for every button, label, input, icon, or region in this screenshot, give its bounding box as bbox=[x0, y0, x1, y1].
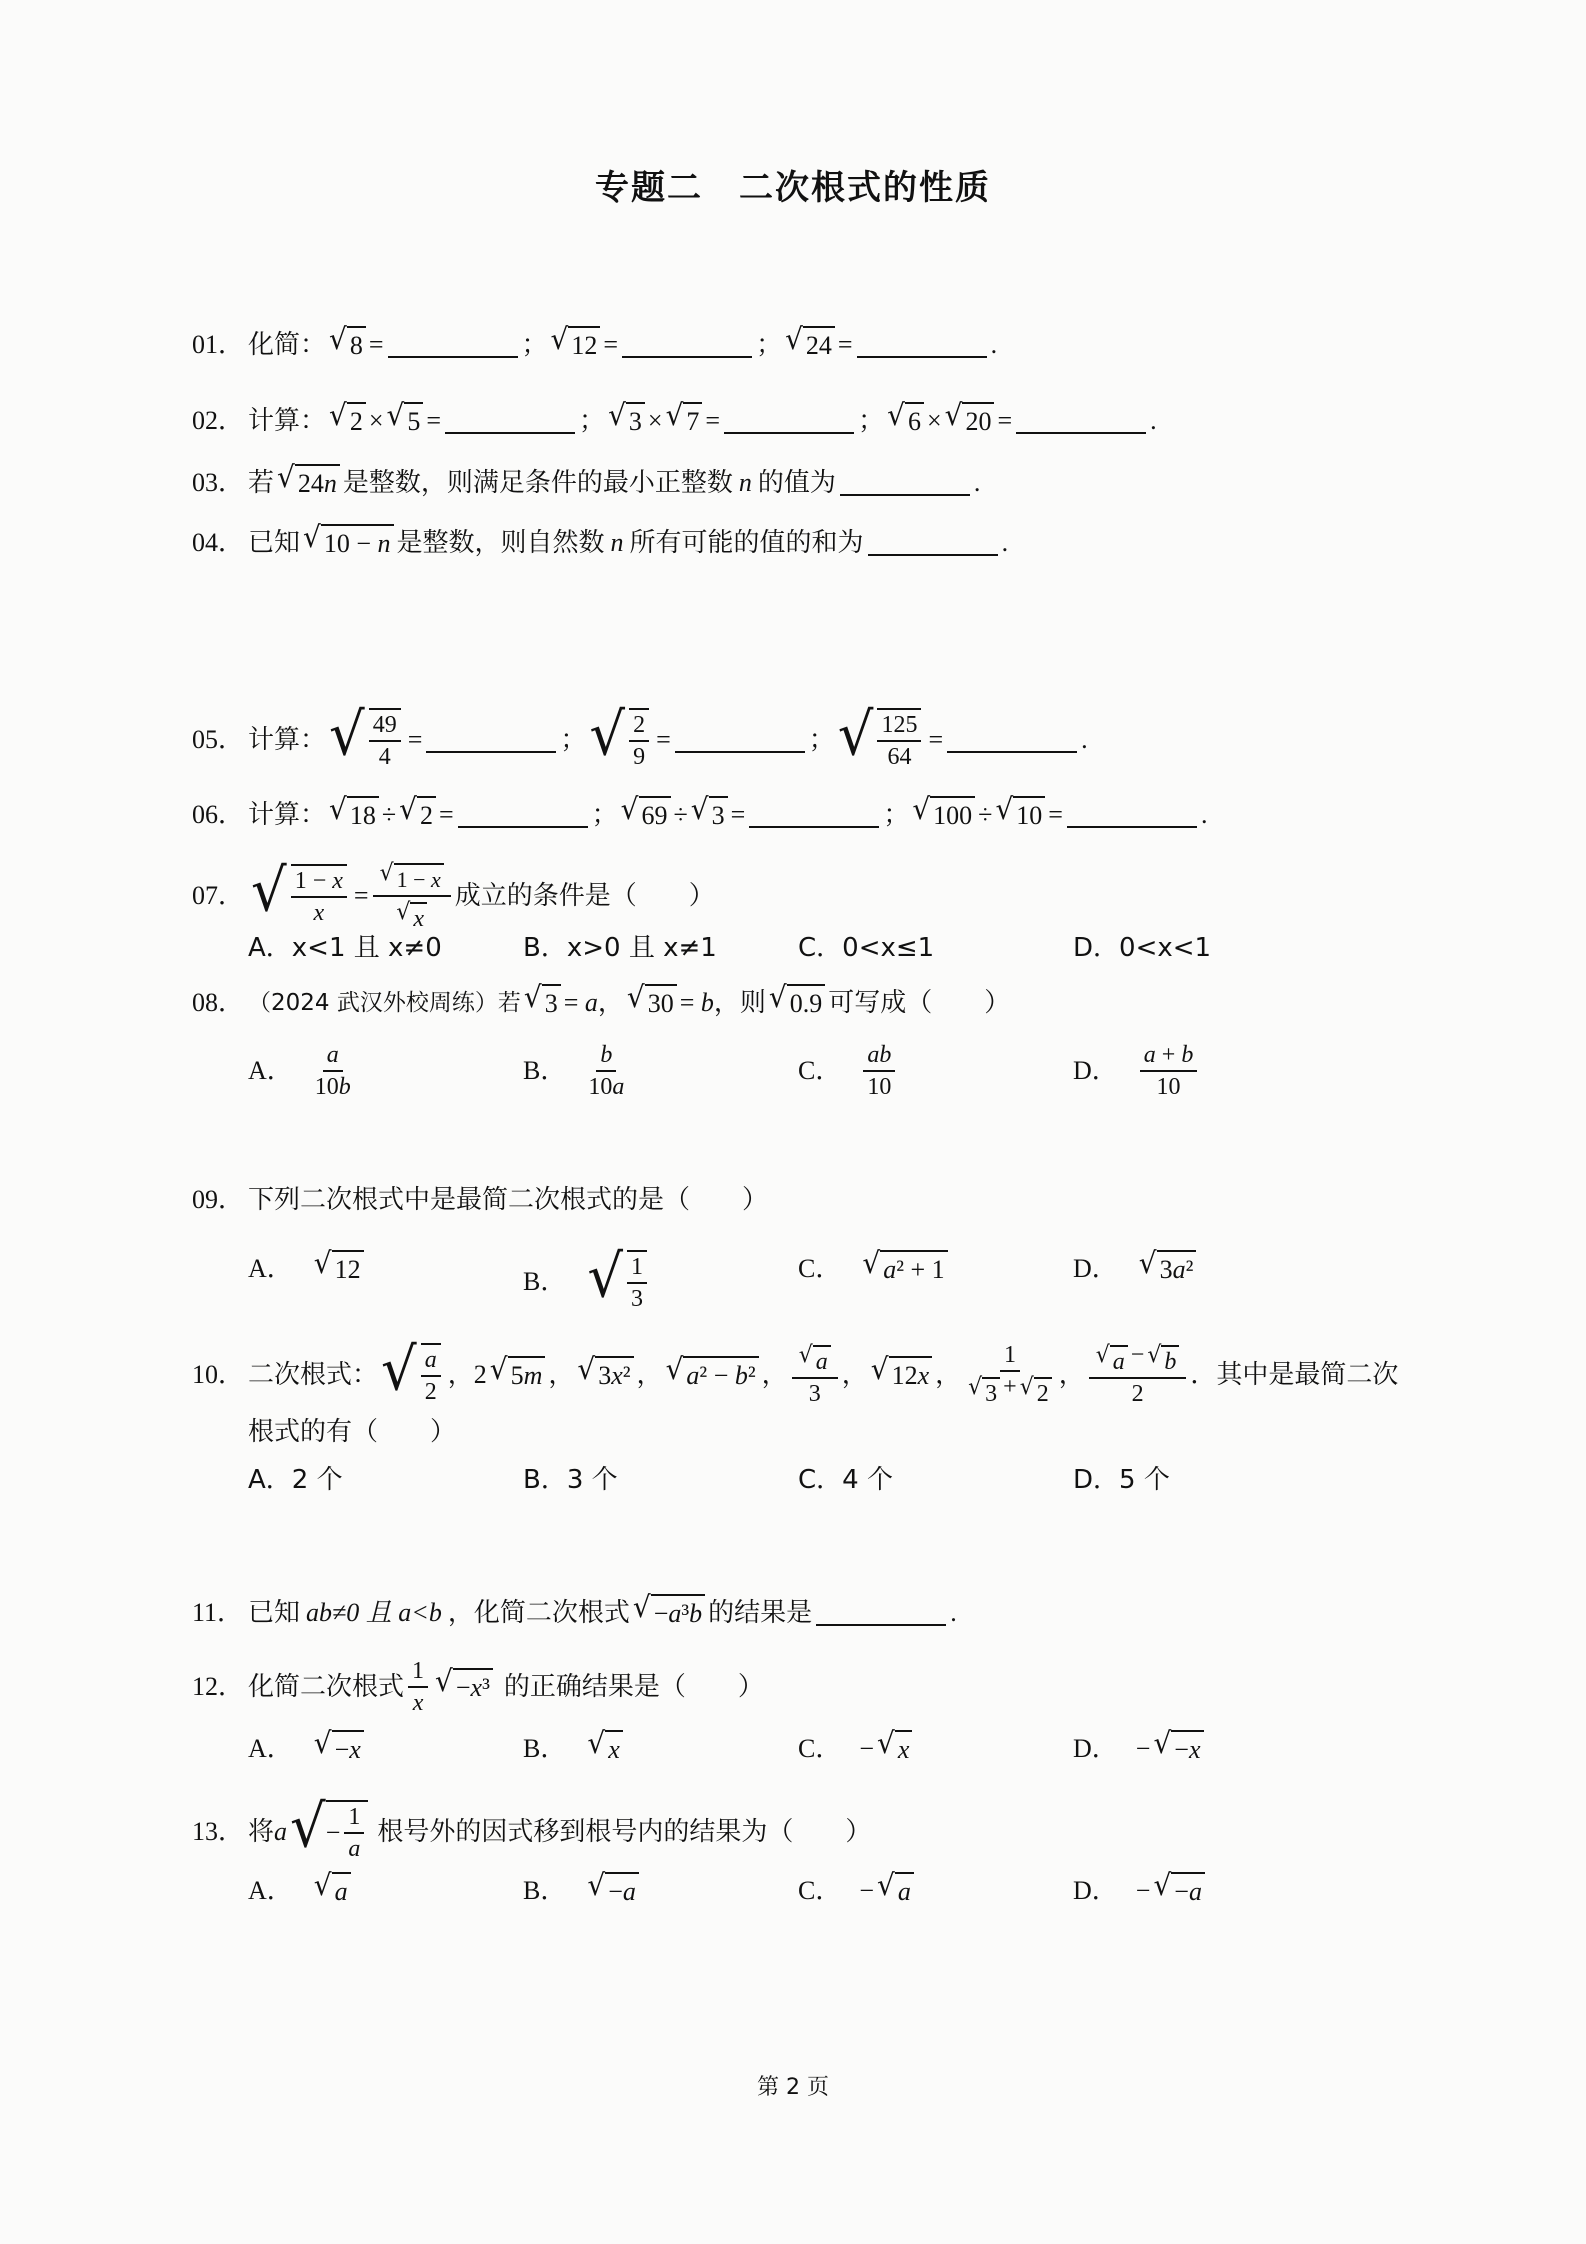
question-number: 06． bbox=[192, 800, 245, 829]
option-b[interactable]: B． √ −a bbox=[523, 1872, 642, 1910]
answer-blank[interactable] bbox=[840, 470, 970, 496]
question-number: 07． bbox=[192, 881, 245, 910]
answer-blank[interactable] bbox=[724, 408, 854, 434]
option-a[interactable]: A．x<1 且 x≠0 bbox=[248, 933, 442, 963]
answer-blank[interactable] bbox=[1067, 802, 1197, 828]
option-d[interactable]: D． √ 3a² bbox=[1073, 1250, 1199, 1288]
question-02: 02． 计算： √ 2 × √ 5 = ； √ 3 × √ 7 = ； √ 6 × √ 20 = . bbox=[192, 402, 1157, 440]
option-c[interactable]: C． $\frac{ab}{10}$ bbox=[798, 1040, 899, 1102]
question-08: 08． （2024 武汉外校周练）若 √ 3 = a ， √ 30 = b ，则 √ 0.9 可写成（ ） bbox=[192, 984, 1010, 1022]
answer-blank[interactable] bbox=[857, 332, 987, 358]
question-07: 07． √ $\frac{1 - x}{x}$ = √ 1 − x √ x 成立的条件是（ ） bbox=[192, 857, 715, 932]
option-c[interactable]: C．4 个 bbox=[798, 1465, 893, 1495]
page-footer: 第 2 页 bbox=[757, 2075, 829, 2100]
option-a[interactable]: A． √ a bbox=[248, 1872, 354, 1910]
question-03: 03． 若 √ 24n 是整数，则满足条件的最小正整数 n 的值为 . bbox=[192, 464, 980, 502]
option-a[interactable]: A． √ 12 bbox=[248, 1250, 367, 1288]
option-c[interactable]: C． − √ x bbox=[798, 1730, 915, 1768]
question-number: 03． bbox=[192, 468, 245, 497]
answer-blank[interactable] bbox=[947, 727, 1077, 753]
question-number: 05． bbox=[192, 725, 245, 754]
sqrt-expression: √ 12 bbox=[551, 326, 601, 364]
option-d[interactable]: D． − √ −x bbox=[1073, 1730, 1207, 1768]
option-d[interactable]: D． − √ −a bbox=[1073, 1872, 1208, 1910]
option-a[interactable]: A． $\frac{a}{10b}$ bbox=[248, 1042, 351, 1100]
option-c[interactable]: C．0<x≤1 bbox=[798, 933, 935, 963]
option-b[interactable]: B． $\frac{b}{10a}$ bbox=[523, 1042, 625, 1100]
question-10: 10． 二次根式： √ $\frac{a}{2}$ ， 2 √ 5m ， √ 3x² ， √ a² − b² ， √ a 3 ， √ 12x ， 1 √ 3 + √ 2 ， √ a − √ b 2 ．其中是最简二次 bbox=[192, 1335, 1399, 1407]
option-d[interactable]: D．0<x<1 bbox=[1073, 933, 1212, 963]
answer-blank[interactable] bbox=[816, 1600, 946, 1626]
question-01: 01． 化简： √ 8 = ； √ 12 = ； √ 24 = . bbox=[192, 326, 997, 364]
answer-blank[interactable] bbox=[426, 727, 556, 753]
answer-blank[interactable] bbox=[622, 332, 752, 358]
question-13: 13． 将 a √ − $\frac{1}{a}$ 根号外的因式移到根号内的结果为（ ） bbox=[192, 1793, 872, 1862]
question-04: 04． 已知 √ 10 − n 是整数，则自然数 n 所有可能的值的和为 . bbox=[192, 524, 1008, 562]
question-lead: 计算： bbox=[248, 406, 327, 436]
option-d[interactable]: D． $\frac{a + b}{10}$ bbox=[1073, 1040, 1201, 1102]
option-b[interactable]: B．x>0 且 x≠1 bbox=[523, 933, 717, 963]
question-number: 12． bbox=[192, 1672, 245, 1701]
page-title: 专题二 二次根式的性质 bbox=[595, 168, 991, 208]
question-number: 08． bbox=[192, 988, 245, 1017]
answer-blank[interactable] bbox=[868, 530, 998, 556]
answer-blank[interactable] bbox=[445, 408, 575, 434]
question-number: 01． bbox=[192, 330, 245, 359]
question-number: 10． bbox=[192, 1359, 245, 1389]
question-number: 13． bbox=[192, 1817, 245, 1846]
sqrt-expression: √ 24 bbox=[785, 326, 835, 364]
question-12: 12． 化简二次根式 $\frac{1}{x}$ √ −x³ 的正确结果是（ ） bbox=[192, 1658, 764, 1716]
answer-blank[interactable] bbox=[675, 727, 805, 753]
question-10-continued: 根式的有（ ） bbox=[248, 1417, 457, 1447]
answer-blank[interactable] bbox=[1016, 408, 1146, 434]
question-number: 11． bbox=[192, 1598, 244, 1627]
option-a[interactable]: A．2 个 bbox=[248, 1465, 343, 1495]
option-d[interactable]: D．5 个 bbox=[1073, 1465, 1170, 1495]
question-09: 09． 下列二次根式中是最简二次根式的是（ ） bbox=[192, 1182, 768, 1218]
question-05: 05． 计算： √ $\frac{49}{4}$ = ； √ $\frac{2}{9}$ = ； √ $\frac{125}{64}$ = . bbox=[192, 701, 1088, 770]
question-11: 11． 已知 ab≠0 且 a<b ，化简二次根式 √ −a³b 的结果是 . bbox=[192, 1594, 957, 1632]
option-c[interactable]: C． − √ a bbox=[798, 1872, 917, 1910]
question-06: 06． 计算： √ 18 ÷ √ 2 = ； √ 69 ÷ √ 3 = ； √ 100 ÷ √ 10 = . bbox=[192, 796, 1207, 834]
answer-blank[interactable] bbox=[458, 802, 588, 828]
question-number: 02． bbox=[192, 406, 245, 435]
question-number: 09． bbox=[192, 1185, 245, 1214]
option-b[interactable]: B．3 个 bbox=[523, 1465, 618, 1495]
option-b[interactable]: B． √ $\frac{1}{3}$ bbox=[523, 1250, 654, 1314]
sqrt-expression: √ 8 bbox=[329, 326, 366, 364]
option-b[interactable]: B． √ x bbox=[523, 1730, 626, 1768]
question-number: 04． bbox=[192, 528, 245, 557]
option-c[interactable]: C． √ a² + 1 bbox=[798, 1250, 951, 1288]
option-a[interactable]: A． √ −x bbox=[248, 1730, 367, 1768]
question-lead: 化简： bbox=[248, 330, 327, 360]
answer-blank[interactable] bbox=[749, 802, 879, 828]
answer-blank[interactable] bbox=[388, 332, 518, 358]
